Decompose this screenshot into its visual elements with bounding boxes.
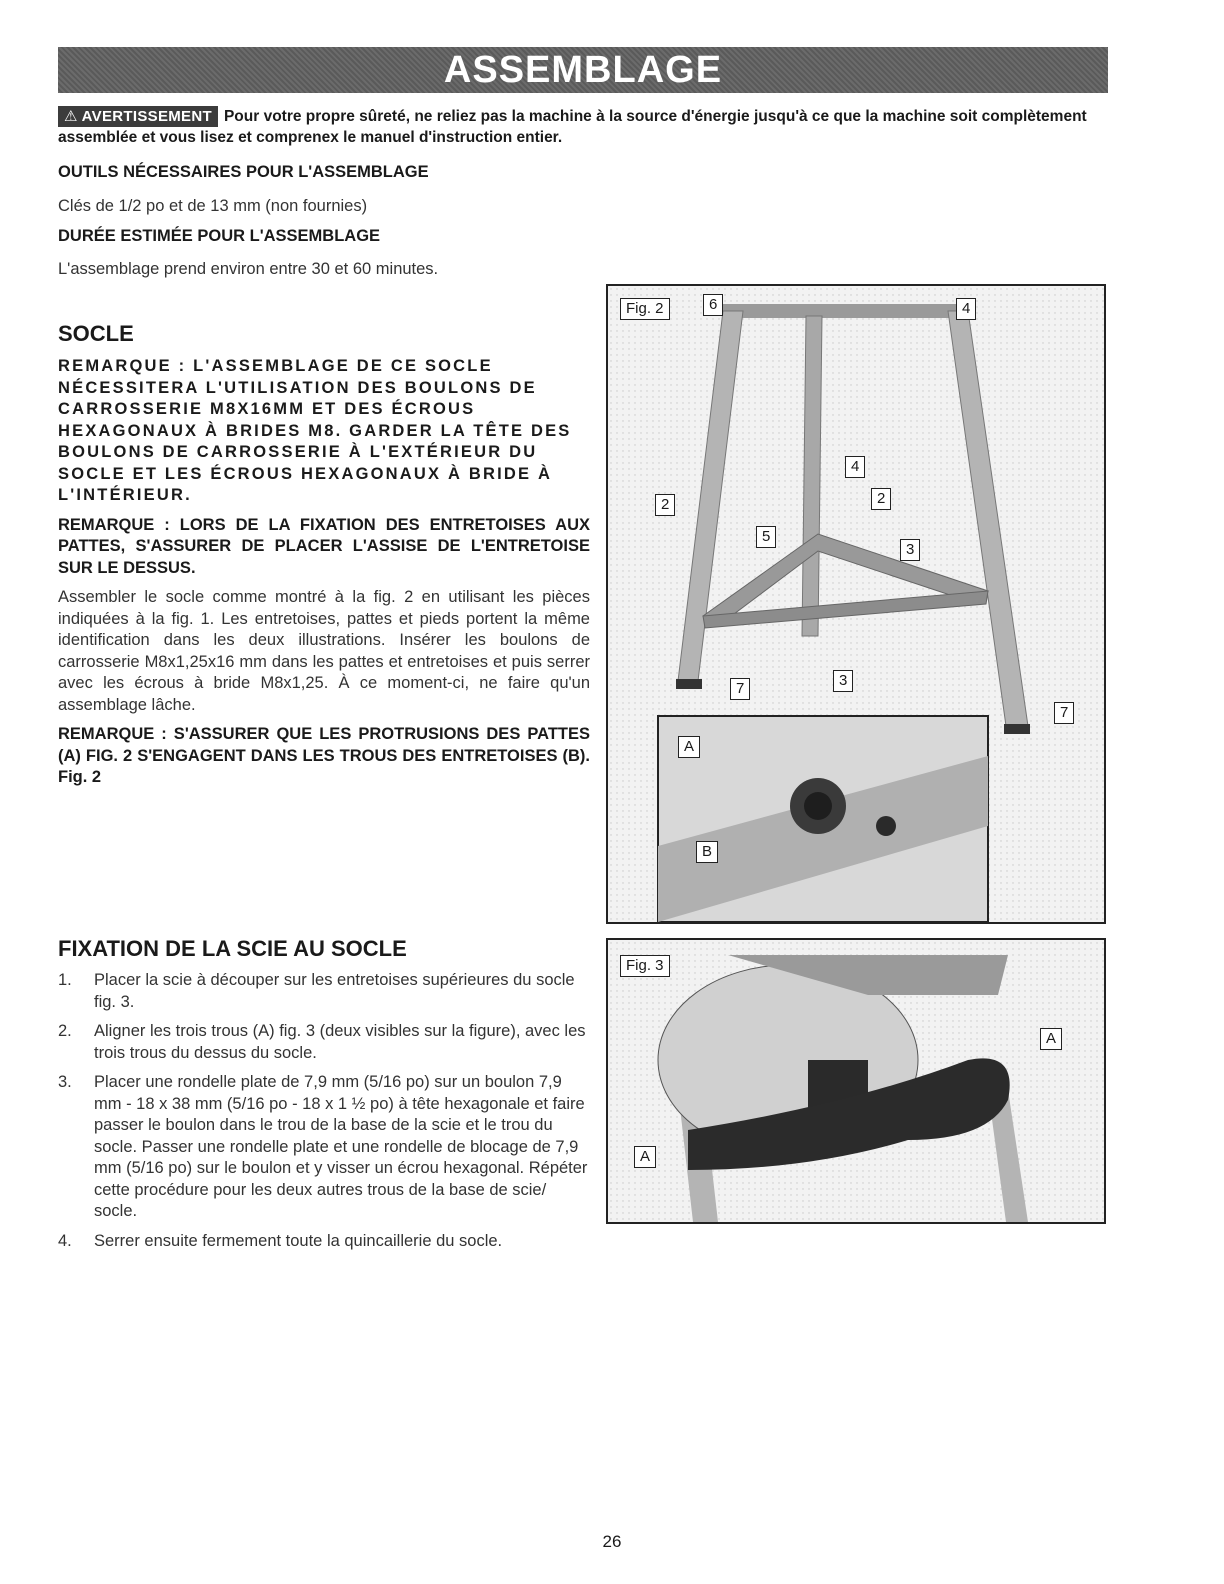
fixation-step — [58, 1072, 592, 1223]
fig2-callout-7-left: 7 — [730, 678, 750, 700]
fig2-callout-B: B — [696, 841, 718, 863]
banner-title: ASSEMBLAGE — [443, 48, 723, 91]
step-number: 4. — [58, 1231, 72, 1250]
socle-note-1: REMARQUE : L'ASSEMBLAGE DE CE SOCLE NÉCESSITERA L'UTILISATION DES BOULONS DE CARROSSERIE M8X16MM ET DES ÉCROUS HEXAGONAUX À BRIDES M8. GARDER LA TÊTE DES BOULONS DE CARROSSERIE À L'EXTÉRIEUR DU SOCLE ET LES ÉCROUS HEXAGONAUX À BRIDE À L'INTÉRIEUR. — [58, 357, 572, 504]
warning-text: Pour votre propre sûreté, ne reliez pas la machine à la source d'énergie jusqu'à ce que la machine soit complètement assemblée et vous lisez et comprenex le manuel d'instruction entier. — [58, 108, 1087, 146]
warning-badge: ⚠ AVERTISSEMENT — [58, 106, 218, 127]
warning-block — [58, 106, 1108, 148]
fig2-callout-5: 5 — [756, 526, 776, 548]
step-text: Placer une rondelle plate de 7,9 mm (5/16 po) sur un boulon 7,9 mm - 18 x 38 mm (5/16 po - 18 x 1 ½ po) à tête hexagonale et faire passer le boulon dans le trou de la base de la scie et le trou du socle. Passer une rondelle plate et une rondelle de blocage de 7,9 mm (5/16 po) sur le boulon et y visser un écrou hexagonal. Répéter cette procédure pour les deux autres trous de la base de scie/ socle. — [94, 1073, 588, 1220]
fig2-label: Fig. 2 — [620, 298, 670, 320]
fig3-callout-A-right: A — [1040, 1028, 1062, 1050]
fig2-callout-3-right: 3 — [900, 539, 920, 561]
socle-body: Assembler le socle comme montré à la fig. 2 en utilisant les pièces indiquées à la fig. 1. Les entretoises, pattes et pieds portent la même identification dans les deux illustrations. Insérer les boulons de carrosserie M8x1,25x16 mm dans les pattes et entretoises et puis serrer avec les écrous à bride M8x1,25. À ce moment-ci, ne faire qu'un assemblage lâche. — [58, 588, 590, 714]
fig3-label: Fig. 3 — [620, 955, 670, 977]
page-banner — [58, 47, 1108, 93]
fig2-callout-7-right: 7 — [1054, 702, 1074, 724]
saw-illustration — [608, 940, 1104, 1222]
fixation-heading: FIXATION DE LA SCIE AU SOCLE — [58, 936, 407, 961]
fig2-callout-2-right: 2 — [871, 488, 891, 510]
fig2-callout-6: 6 — [703, 294, 723, 316]
page-number: 26 — [602, 1532, 622, 1551]
step-text: Placer la scie à découper sur les entretoises supérieures du socle fig. 3. — [94, 971, 575, 1011]
fig2-callout-4-top: 4 — [956, 298, 976, 320]
socle-note-2: REMARQUE : LORS DE LA FIXATION DES ENTRETOISES AUX PATTES, S'ASSURER DE PLACER L'ASSISE DE L'ENTRETOISE SUR LE DESSUS. — [58, 515, 590, 577]
time-text: L'assemblage prend environ entre 30 et 60 minutes. — [58, 260, 439, 278]
socle-note-3: REMARQUE : S'ASSURER QUE LES PROTRUSIONS DES PATTES (A) FIG. 2 S'ENGAGENT DANS LES TROUS DES ENTRETOISES (B). Fig. 2 — [58, 725, 590, 786]
step-number: 1. — [58, 971, 72, 989]
fig2-callout-A: A — [678, 736, 700, 758]
step-number: 2. — [58, 1022, 72, 1040]
fig2-callout-4: 4 — [845, 456, 865, 478]
tools-heading: OUTILS NÉCESSAIRES POUR L'ASSEMBLAGE — [58, 163, 429, 181]
fig2-callout-3-bottom: 3 — [833, 670, 853, 692]
fixation-step — [58, 1231, 592, 1253]
fig3-callout-A-left: A — [634, 1146, 656, 1168]
tools-text: Clés de 1/2 po et de 13 mm (non fournies) — [58, 197, 368, 215]
socle-heading: SOCLE — [58, 321, 134, 346]
step-text: Serrer ensuite fermement toute la quincaillerie du socle. — [94, 1231, 503, 1250]
fixation-steps — [58, 970, 592, 1260]
fixation-step — [58, 970, 592, 1013]
step-number: 3. — [58, 1073, 72, 1091]
fixation-step — [58, 1021, 592, 1064]
time-heading: DURÉE ESTIMÉE POUR L'ASSEMBLAGE — [58, 227, 381, 245]
socle-column — [58, 356, 590, 797]
step-text: Aligner les trois trous (A) fig. 3 (deux visibles sur la figure), avec les trois trous du dessus du socle. — [94, 1022, 586, 1062]
figure-2 — [606, 284, 1106, 924]
stand-illustration — [608, 286, 1104, 922]
figure-3 — [606, 938, 1106, 1224]
fig2-callout-2-left: 2 — [655, 494, 675, 516]
